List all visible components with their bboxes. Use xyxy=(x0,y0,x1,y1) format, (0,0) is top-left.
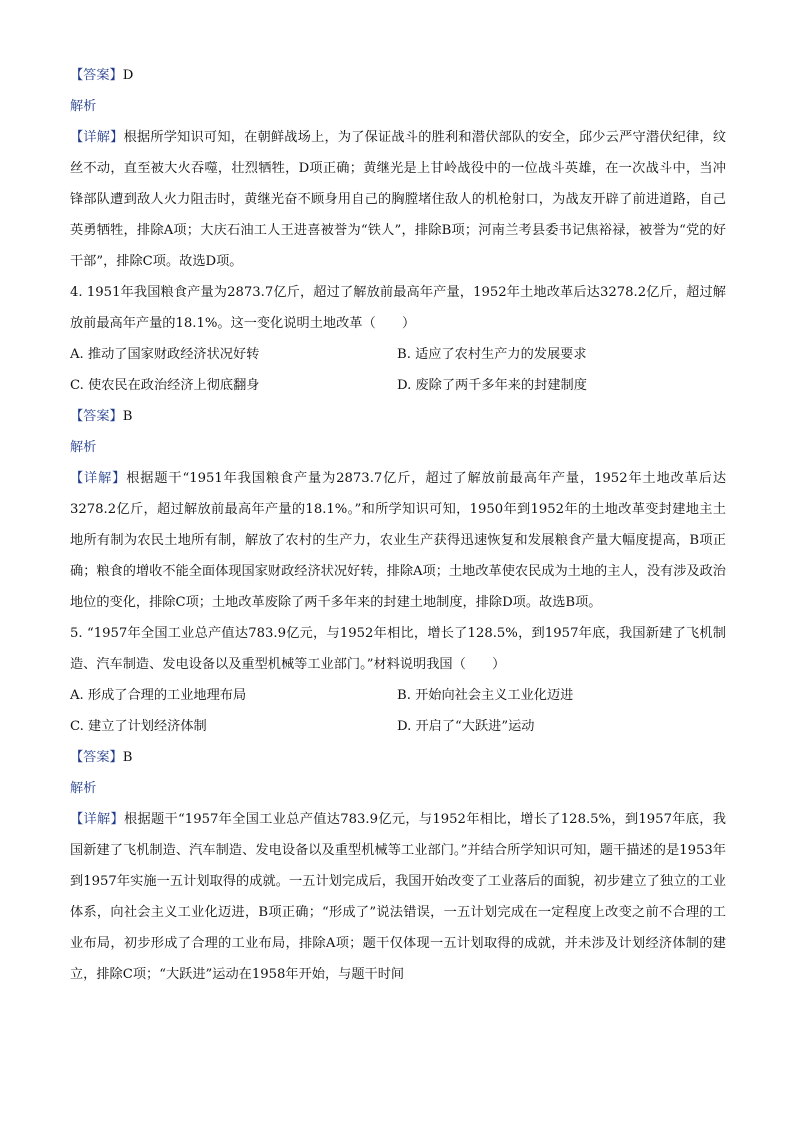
answer-value: D xyxy=(122,68,134,83)
q5-option-d: D. 开启了“大跃进”运动 xyxy=(397,719,535,734)
answer-tag: 【答案】 xyxy=(70,750,123,765)
answer-value: B xyxy=(122,409,133,424)
q4-option-b: B. 适应了农村生产力的发展要求 xyxy=(397,347,587,362)
q5-answer-line xyxy=(70,742,726,773)
q5-analysis-line xyxy=(70,773,726,804)
q4-options-row-2 xyxy=(70,370,726,401)
detail-text: 根据题干“1951年我国粮食产量为2873.7亿斤，超过了解放前最高年产量，1952年土地改革后达3278.2亿斤，超过解放前最高年产量的18.1%。”和所学知识可知，1950年到1952年的土地改革变封建地主土地所有制为农民土地所有制，解放了农村的生产力，农业生产获得迅速恢复和发展粮食产量大幅度提高，B项正确；粮食的增收不能全面体现国家财政经济状况好转，排除A项；土地改革使农民成为土地的主人，没有涉及政治地位的变化，排除C项；土地改革废除了两千多年来的封建土地制度，排除D项。故选B项。 xyxy=(70,471,727,610)
answer-tag: 【答案】 xyxy=(70,409,123,424)
q4-analysis-line xyxy=(70,432,726,463)
q4-stem: 4. 1951年我国粮食产量为2873.7亿斤，超过了解放前最高年产量，1952年土地改革后达3278.2亿斤，超过解放前最高年产量的18.1%。这一变化说明土地改革（ ） xyxy=(70,285,726,331)
q5-options-row-2 xyxy=(70,711,726,742)
q3-detail xyxy=(70,122,726,277)
q4-option-c: C. 使农民在政治经济上彻底翻身 xyxy=(70,378,260,393)
document-page xyxy=(70,60,726,990)
q5-option-a: A. 形成了合理的工业地理布局 xyxy=(70,688,247,703)
detail-tag: 【详解】 xyxy=(70,130,124,145)
q3-analysis-line xyxy=(70,91,726,122)
detail-tag: 【详解】 xyxy=(70,471,127,486)
q3-answer-line xyxy=(70,60,726,91)
q5-detail xyxy=(70,804,726,990)
q5-options-row-1 xyxy=(70,680,726,711)
q4-answer-line xyxy=(70,401,726,432)
q4-detail xyxy=(70,463,726,618)
detail-tag: 【详解】 xyxy=(70,812,125,827)
answer-value: B xyxy=(122,750,133,765)
q5-option-b: B. 开始向社会主义工业化迈进 xyxy=(397,688,574,703)
q4-options-row-1 xyxy=(70,339,726,370)
detail-text: 根据所学知识可知，在朝鲜战场上，为了保证战斗的胜利和潜伏部队的安全，邱少云严守潜伏纪律，纹丝不动，直至被大火吞噬，壮烈牺牲，D项正确；黄继光是上甘岭战役中的一位战斗英雄，在一次战斗中，当冲锋部队遭到敌人火力阻击时，黄继光奋不顾身用自己的胸膛堵住敌人的机枪射口，为战友开辟了前进道路，自己英勇牺牲，排除A项；大庆石油工人王进喜被誉为“铁人”，排除B项；河南兰考县委书记焦裕禄，被誉为“党的好干部”，排除C项。故选D项。 xyxy=(70,130,727,269)
analysis-tag: 解析 xyxy=(70,440,97,455)
q4-option-d: D. 废除了两千多年来的封建制度 xyxy=(397,378,587,393)
detail-text: 根据题干“1957年全国工业总产值达783.9亿元，与1952年相比，增长了128.5%，到1957年底，我国新建了飞机制造、汽车制造、发电设备以及重型机械等工业部门。”并结合所学知识可知，题干描述的是1953年到1957年实施一五计划取得的成就。一五计划完成后，我国开始改变了工业落后的面貌，初步建立了独立的工业体系，向社会主义工业化迈进，B项正确；“形成了”说法错误，一五计划完成在一定程度上改变之前不合理的工业布局，初步形成了合理的工业布局，排除A项；题干仅体现一五计划取得的成就，并未涉及计划经济体制的建立，排除C项；“大跃进”运动在1958年开始，与题干时间 xyxy=(70,812,726,982)
q5-option-c: C. 建立了计划经济体制 xyxy=(70,719,207,734)
analysis-tag: 解析 xyxy=(70,99,97,114)
analysis-tag: 解析 xyxy=(70,781,97,796)
answer-tag: 【答案】 xyxy=(70,68,123,83)
q4-option-a: A. 推动了国家财政经济状况好转 xyxy=(70,347,260,362)
q5-stem: 5. “1957年全国工业总产值达783.9亿元，与1952年相比，增长了128.5%，到1957年底，我国新建了飞机制造、汽车制造、发电设备以及重型机械等工业部门。”材料说明我国（ ） xyxy=(70,626,726,672)
